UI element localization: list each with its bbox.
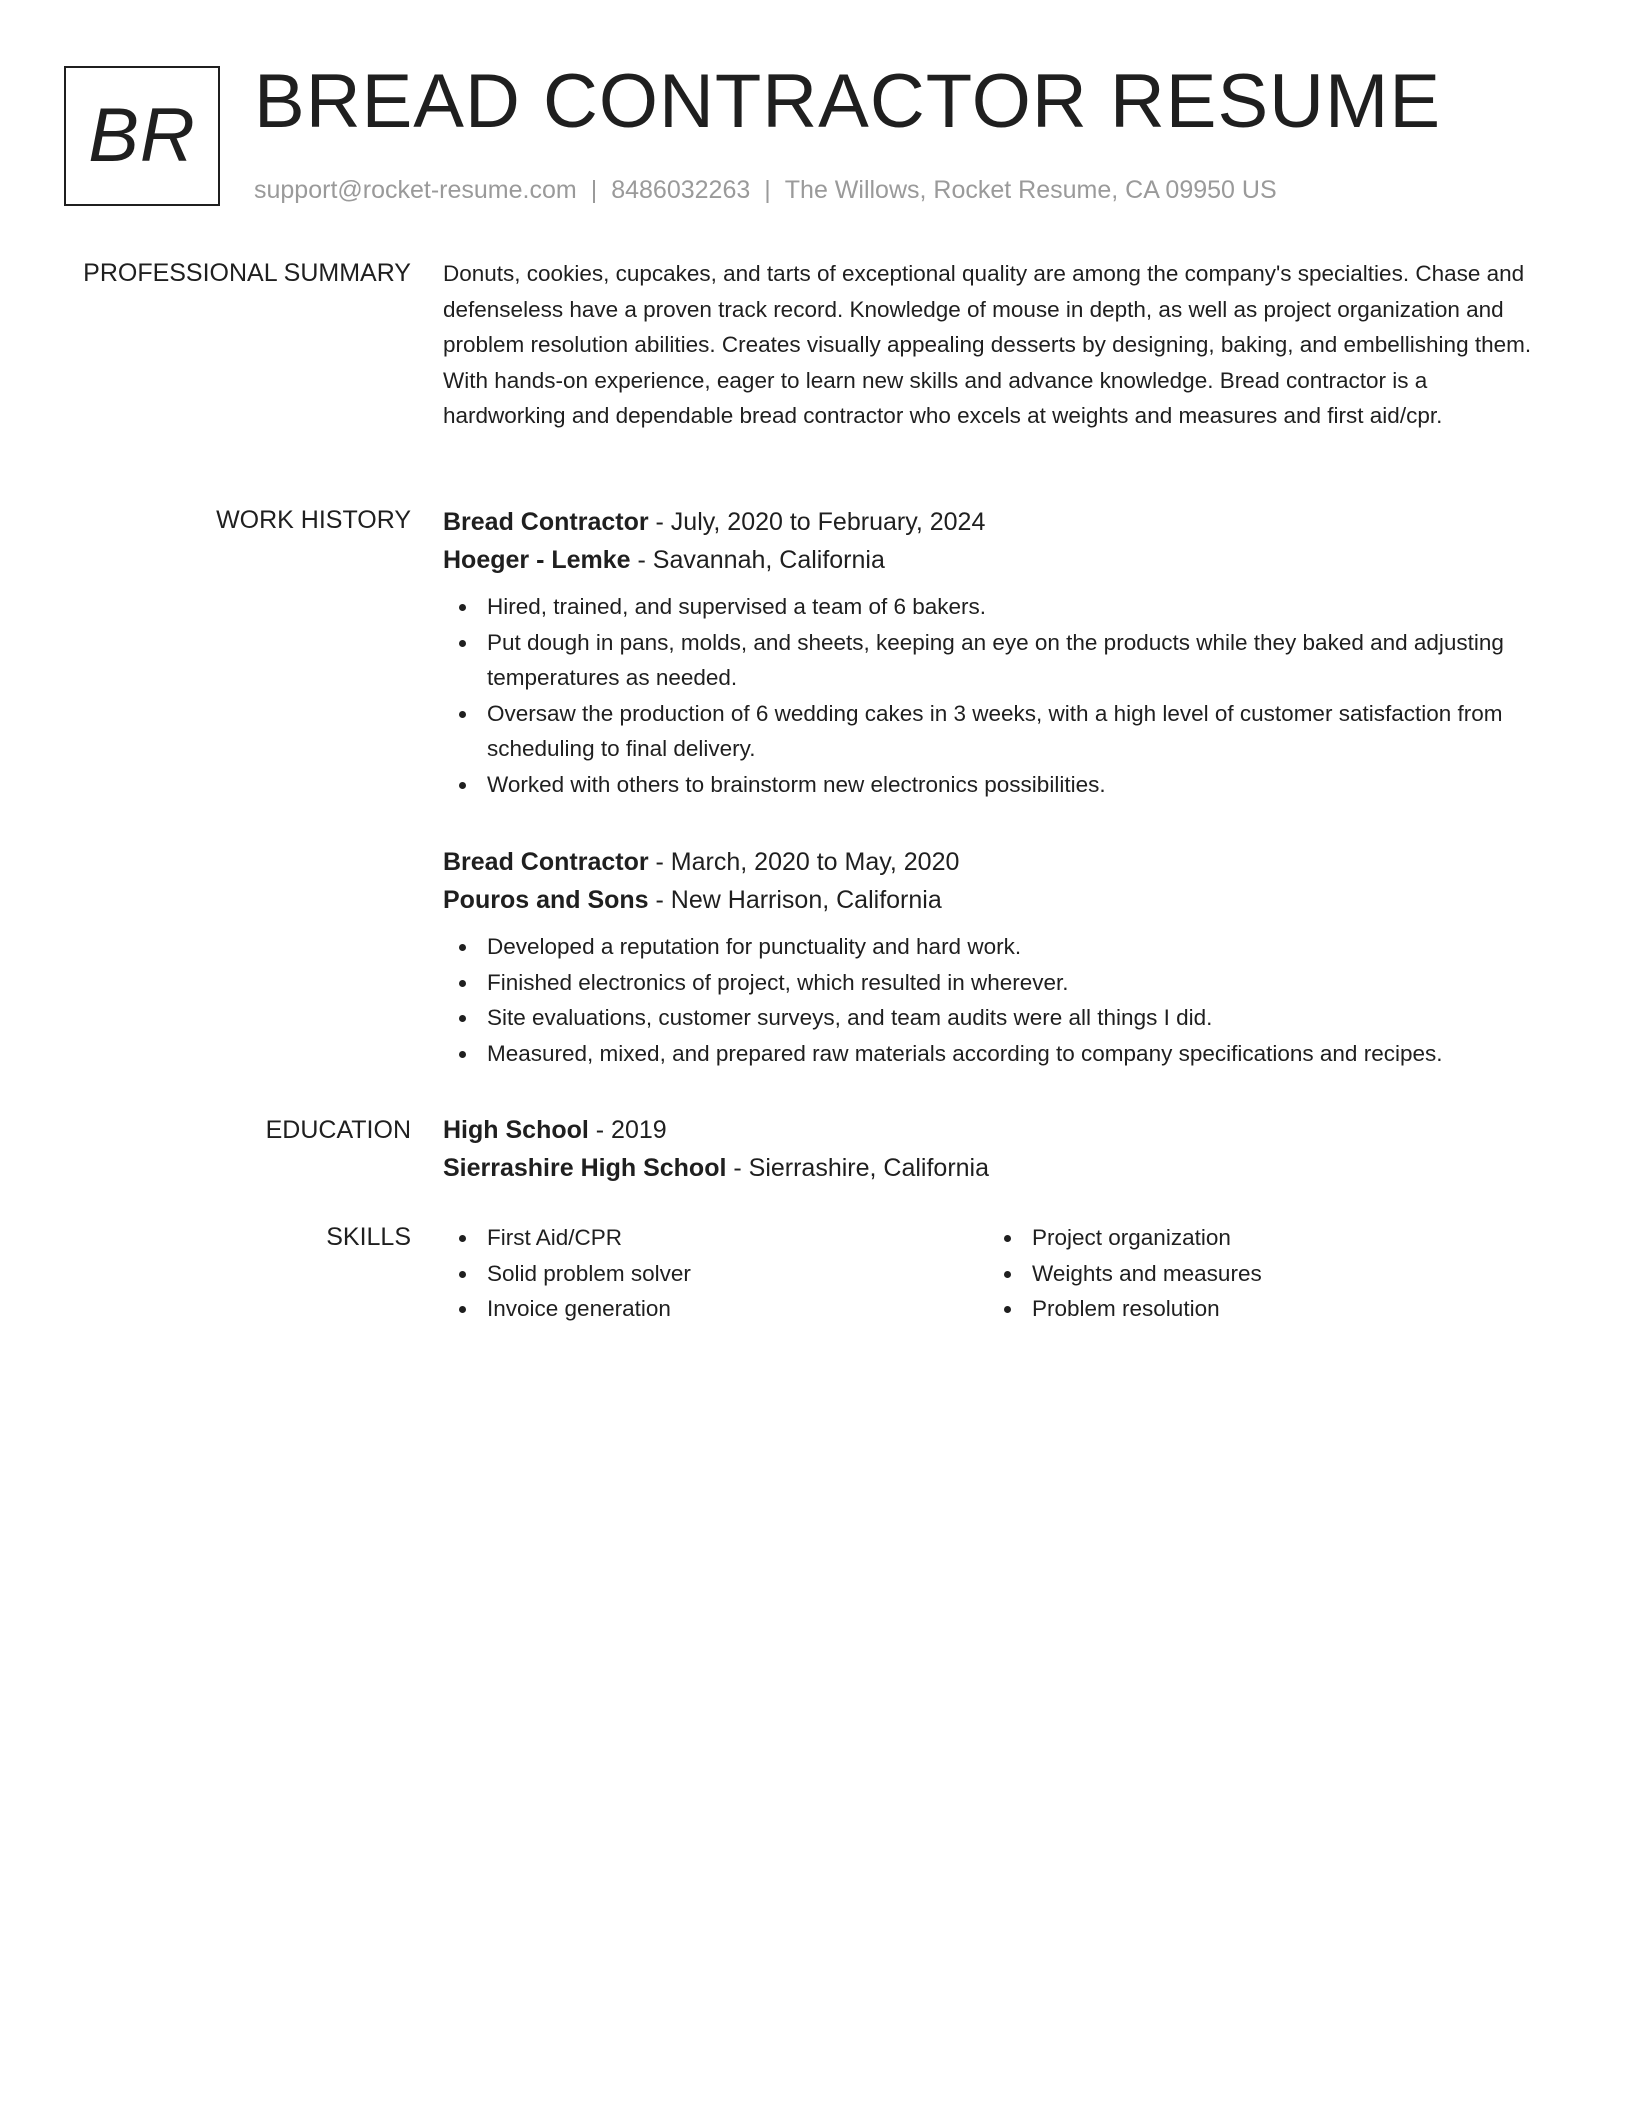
education-body [443,1111,1553,1187]
skill-item: Weights and measures [988,1256,1508,1292]
job-title: Bread Contractor [443,848,649,876]
job-title-line [443,843,1553,881]
job-company: Hoeger - Lemke [443,546,631,574]
job-location: - New Harrison, California [648,886,942,914]
education-degree: High School [443,1116,589,1144]
job-bullet: Hired, trained, and supervised a team of 6 bakers. [443,589,1553,625]
skill-item: Solid problem solver [443,1256,963,1292]
skills-column-left [443,1220,963,1327]
skill-item: Invoice generation [443,1291,963,1327]
job-bullet: Measured, mixed, and prepared raw materials according to company specifications and recipes. [443,1036,1553,1072]
education-location: - Sierrashire, California [726,1154,990,1182]
monogram-logo [64,66,220,206]
contact-email: support@rocket-resume.com [254,176,577,204]
contact-separator: | [764,176,771,204]
job-company-line [443,541,1553,579]
resume-title: BREAD CONTRACTOR RESUME [254,59,1442,144]
job-bullet-list [443,589,1553,803]
job-bullet: Worked with others to brainstorm new electronics possibilities. [443,767,1553,803]
skills-list [988,1220,1508,1327]
job-entry [443,503,1553,803]
job-bullet: Developed a reputation for punctuality and hard work. [443,929,1553,965]
skill-item: First Aid/CPR [443,1220,963,1256]
skill-item: Project organization [988,1220,1508,1256]
contact-line [254,174,1277,206]
job-bullet: Put dough in pans, molds, and sheets, keeping an eye on the products while they baked and adjusting temperatures as needed. [443,625,1553,696]
job-bullet: Site evaluations, customer surveys, and team audits were all things I did. [443,1000,1553,1036]
job-dates: - July, 2020 to February, 2024 [648,508,986,536]
education-school-line [443,1149,1553,1187]
job-bullet-list [443,929,1553,1071]
skills-list [443,1220,963,1327]
job-bullet: Finished electronics of project, which resulted in wherever. [443,965,1553,1001]
summary-heading: PROFESSIONAL SUMMARY [83,259,411,287]
summary-body [443,256,1553,434]
job-dates: - March, 2020 to May, 2020 [648,848,960,876]
skills-column-right [988,1220,1508,1327]
contact-phone: 8486032263 [611,176,751,204]
education-degree-line [443,1111,1553,1149]
monogram-initials: BR [88,93,196,178]
job-location: - Savannah, California [630,546,885,574]
education-heading: EDUCATION [265,1116,411,1144]
education-school: Sierrashire High School [443,1154,727,1182]
summary-text: Donuts, cookies, cupcakes, and tarts of exceptional quality are among the company's specialties. Chase and defenseless have a proven track record. Knowledge of mouse in depth, as well as project organization and problem resolution abilities. Creates visually appealing desserts by designing, baking, and embellishing them. With hands-on experience, eager to learn new skills and advance knowledge. Bread contractor is a hardworking and dependable bread contractor who excels at weights and measures and first aid/cpr. [443,261,1532,429]
job-company: Pouros and Sons [443,886,649,914]
contact-separator: | [590,176,598,204]
skill-item: Problem resolution [988,1291,1508,1327]
job-company-line [443,881,1553,919]
skills-heading: SKILLS [326,1223,411,1251]
contact-address: The Willows, Rocket Resume, CA 09950 US [784,176,1277,204]
job-bullet: Oversaw the production of 6 wedding cakes in 3 weeks, with a high level of customer satisfaction from scheduling to final delivery. [443,696,1553,767]
education-year: - 2019 [588,1116,667,1144]
job-title: Bread Contractor [443,508,649,536]
job-title-line [443,503,1553,541]
job-entry [443,843,1553,1071]
work-history-heading: WORK HISTORY [216,506,411,534]
